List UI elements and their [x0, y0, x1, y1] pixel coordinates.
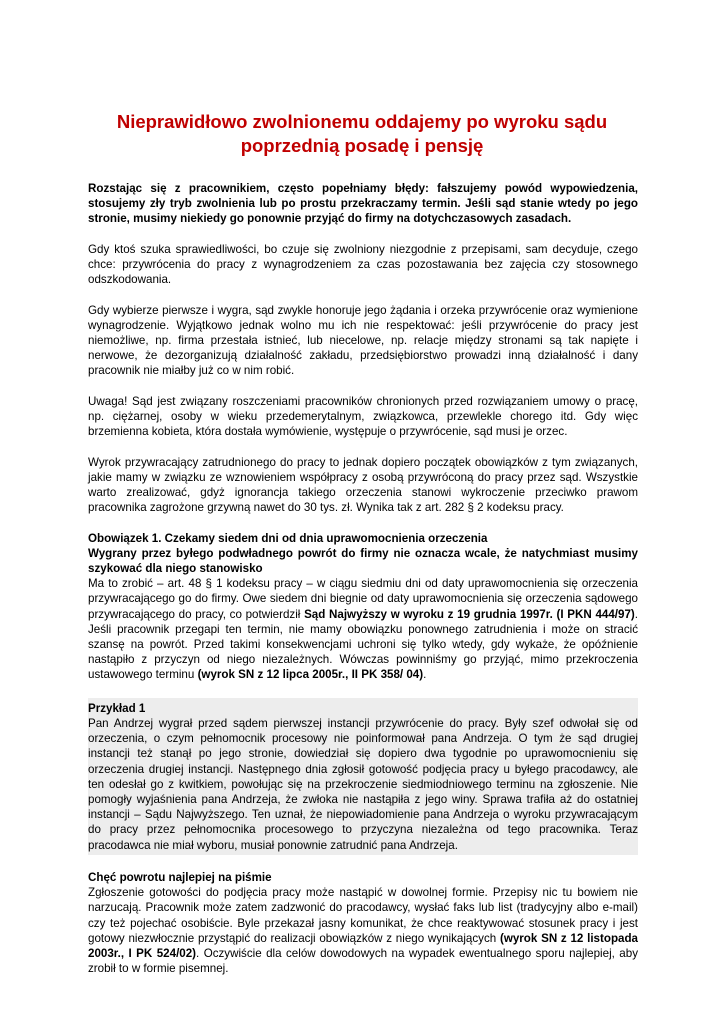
- section-1-text-a: Ma to zrobić – art. 48 § 1 kodeksu pracy – w ciągu siedmiu dni od daty uprawomocnienia się orzeczenia przywracającego go do firmy. Owe siedem dni biegnie od daty uprawomocnienia się orzeczenia sądowego przywracającego do pracy, co potwierdził: [88, 577, 638, 621]
- section-1-heading: Obowiązek 1. Czekamy siedem dni od dnia uprawomocnienia orzeczenia: [88, 531, 488, 545]
- paragraph-3: Uwaga! Sąd jest związany roszczeniami pracowników chronionych przed rozwiązaniem umowy o pracę, np. ciężarnej, osoby w wieku przedemerytalnym, związkowca, przewlekle chorego itd. Gdy więc brzemienna kobieta, która dostała wymówienie, występuje o przywrócenie, sąd musi je orzec.: [88, 394, 638, 439]
- paragraph-1: Gdy ktoś szuka sprawiedliwości, bo czuje się zwolniony niezgodnie z przepisami, sam decyduje, czego chce: przywrócenia do pracy z wynagrodzeniem za czas pozostawania bez zajęcia czy stosownego odszkodowania.: [88, 242, 638, 287]
- paragraph-2: Gdy wybierze pierwsze i wygra, sąd zwykle honoruje jego żądania i orzeka przywrócenie oraz wymienione wynagrodzenie. Wyjątkowo jednak wolno mu ich nie respektować: jeśli przywrócenie do pracy jest niemożliwe, np. firma przestała istnieć, lub niecelowe, np. relacje między stronami są tak napięte i nerwowe, że dezorganizują działalność zakładu, przedsiębiorstwo prowadzi inną działalność i dany pracownik nie miałby już co w nim robić.: [88, 303, 638, 378]
- section-2-text-b: . Oczywiście dla celów dowodowych na wypadek ewentualnego sporu najlepiej, aby zrobił to w formie pisemnej.: [88, 947, 638, 976]
- example-heading: Przykład 1: [88, 701, 146, 715]
- lead-paragraph: Rozstając się z pracownikiem, często popełniamy błędy: fałszujemy powód wypowiedzenia, stosujemy zły tryb zwolnienia lub po prostu przekraczamy termin. Jeśli sąd stanie wtedy po jego stronie, musimy niekiedy go ponownie przyjąć do firmy na dotychczasowych zasadach.: [88, 182, 638, 226]
- section-writing: [88, 870, 638, 976]
- article-title: Nieprawidłowo zwolnionemu oddajemy po wyroku sądu poprzednią posadę i pensję: [116, 111, 608, 156]
- example-box: [88, 698, 638, 855]
- section-1-citation-2: (wyrok SN z 12 lipca 2005r., II PK 358/ 04): [197, 668, 424, 682]
- section-1-text-b: . Jeśli pracownik przegapi ten termin, nie mamy obowiązku ponownego zatrudnienia i może on stracić szansę na powrót. Przed takimi konsekwencjami uchroni się tylko wtedy, gdy wykaże, że opóźnienie nastąpiło z przyczyn od niego niezależnych. Wówczas powinniśmy go przyjąć, mimo przekroczenia ustawowego terminu: [88, 607, 638, 682]
- example-content: [88, 701, 638, 853]
- section-2-text-a: Zgłoszenie gotowości do podjęcia pracy może nastąpić w dowolnej formie. Przepisy nic tu bowiem nie narzucają. Pracownik może zatem zadzwonić do pracodawcy, wysłać faks lub list (tradycyjny albo e-mail) czy też pojechać osobiście. Byle przekazał jasny komunikat, że chce reaktywować stosunek pracy i jest gotowy niezwłocznie przystąpić do realizacji obowiązków z niego wynikających: [88, 886, 638, 945]
- example-text: Pan Andrzej wygrał przed sądem pierwszej instancji przywrócenie do pracy. Były szef odwołał się od orzeczenia, o czym pełnomocnik procesowy nie poinformował pana Andrzeja. O tym że sąd drugiej instancji też stanął po jego stronie, dowiedział się dopiero dwa tygodnie po uprawomocnieniu się orzeczenia drugiej instancji. Następnego dnia zgłosił gotowość podjęcia pracy u byłego pracodawcy, ale ten odesłał go z kwitkiem, powołując się na przekroczenie siedmiodniowego terminu na zgłoszenie. Nie pomogły wyjaśnienia pana Andrzeja, że zwłoka nie nastąpiła z jego winy. Sprawa trafiła aż do ostatniej instancji – Sądu Najwyższego. Ten uznał, że niepowiadomienie pana Andrzeja o wyroku przywracającym do pracy przez pełnomocnika procesowego to przyczyna niezależna od tego pracownika. Teraz pracodawca nie miał wyboru, musiał ponownie zatrudnić pana Andrzeja.: [88, 717, 638, 852]
- section-1-citation-1: Sąd Najwyższy w wyroku z 19 grudnia 1997r. (I PKN 444/97): [304, 607, 635, 621]
- section-1-subheading: Wygrany przez byłego podwładnego powrót do firmy nie oznacza wcale, że natychmiast musimy szykować dla niego stanowisko: [88, 546, 638, 575]
- section-2-heading: Chęć powrotu najlepiej na piśmie: [88, 871, 272, 885]
- section-2-citation-1: (wyrok SN z 12 listopada 2003r., I PK 524/02): [88, 931, 638, 961]
- paragraph-4: Wyrok przywracający zatrudnionego do pracy to jednak dopiero początek obowiązków z tym związanych, jakie mamy w związku ze wznowieniem współpracy z osobą przywróconą do pracy przez sąd. Wszystkie warto zrealizować, gdyż ignorancja takiego orzeczenia stanowi wykroczenie przeciwko prawom pracownika zagrożone grzywną nawet do 30 tys. zł. Wynika tak z art. 282 § 2 kodeksu pracy.: [88, 455, 638, 515]
- section-obowiazek-1: [88, 531, 638, 683]
- section-1-text-c: .: [423, 668, 427, 682]
- article-body: [88, 181, 638, 992]
